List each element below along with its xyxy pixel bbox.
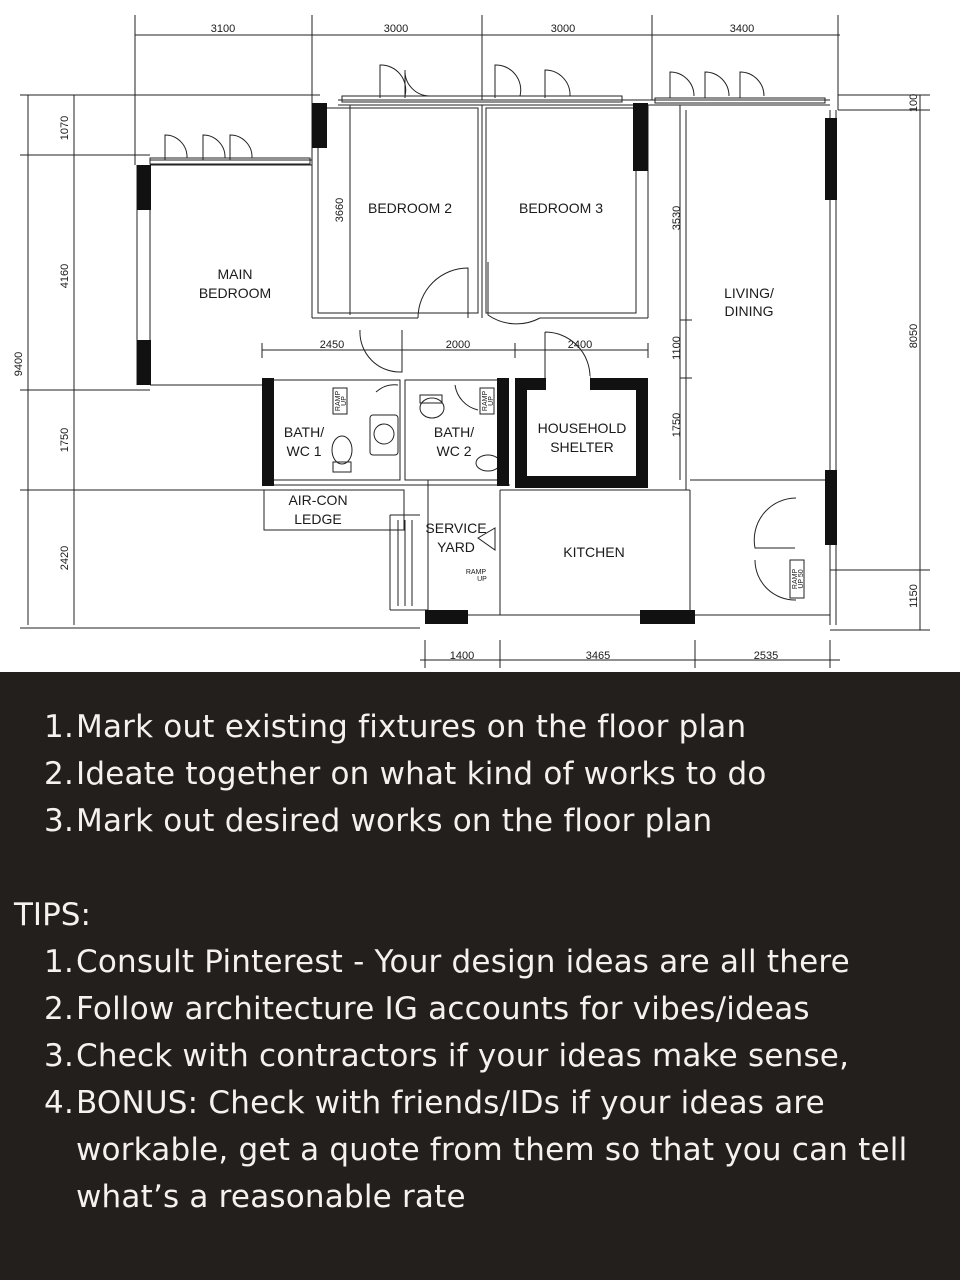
tip-text: Consult Pinterest - Your design ideas are all there [76,944,850,980]
room-bedroom-2: BEDROOM 2 [367,200,453,216]
tip-number: 4. [44,1085,74,1121]
dim-top-4: 3400 [729,23,755,35]
tip-item [0,1080,960,1221]
dim-bottom-2: 3465 [585,650,611,662]
dim-right-2: 8050 [908,323,920,349]
tip-text: Check with contractors if your ideas make sense, [76,1038,850,1074]
step-number: 3. [44,803,74,839]
ramp-label-2: RAMP [482,390,489,412]
room-bath-wc1-line2: WC 1 [286,443,322,459]
room-air-con-ledge-line2: LEDGE [294,511,342,527]
step-item [0,751,767,798]
dim-right-3: 1150 [908,584,920,608]
dim-bottom-1: 1400 [449,650,475,662]
step-number: 1. [44,709,74,745]
dim-right-1: 100 [908,93,920,113]
ramp-label-2-up: UP [488,396,495,406]
room-main-bedroom-line1: MAIN [217,266,253,282]
tip-number: 3. [44,1038,74,1074]
step-text: Ideate together on what kind of works to do [76,756,767,792]
tip-item [0,939,960,986]
dim-inner-1: 2450 [319,339,345,351]
ramp-label-4: RAMP [792,568,799,590]
room-household-shelter-line2: SHELTER [550,439,614,455]
dim-inner-3: 2400 [567,339,593,351]
dim-left-4: 2420 [59,545,71,571]
tip-number: 2. [44,991,74,1027]
room-bedroom-3: BEDROOM 3 [518,200,604,216]
dim-left-total: 9400 [13,351,25,377]
tip-text: BONUS: Check with friends/IDs if your ideas are workable, get a quote from them so that you can tell what’s a reasonable rate [76,1085,908,1215]
dim-bottom-3: 2535 [753,650,779,662]
dim-left-3: 1750 [59,427,71,453]
dim-inner-5: 3530 [671,205,683,231]
room-kitchen: KITCHEN [563,544,625,560]
ramp-label-3-up: UP [477,576,487,583]
dim-top-1: 3100 [210,23,236,35]
room-air-con-ledge-line1: AIR-CON [288,492,348,508]
step-text: Mark out existing fixtures on the floor plan [76,709,747,745]
steps-list [0,704,767,845]
ramp-label-1-up: UP [341,396,348,406]
ramp-label-1: RAMP [335,390,342,412]
step-item [0,798,767,845]
room-bath-wc2-line2: WC 2 [436,443,472,459]
ramp-label-3: RAMP [465,569,487,576]
room-service-yard-line2: YARD [437,539,475,555]
room-household-shelter-line1: HOUSEHOLD [537,420,627,436]
dim-top-2: 3000 [383,23,409,35]
notes-panel [0,672,960,1280]
room-living-dining-line2: DINING [724,303,774,319]
step-number: 2. [44,756,74,792]
tip-text: Follow architecture IG accounts for vibes/ideas [76,991,810,1027]
tips-list [0,939,960,1221]
tip-item [0,1033,960,1080]
dim-inner-2: 2000 [445,339,471,351]
room-living-dining-line1: LIVING/ [724,285,774,301]
room-bath-wc2-line1: BATH/ [433,424,475,440]
room-bath-wc1-line1: BATH/ [283,424,325,440]
dim-left-2: 4160 [59,263,71,289]
tips-heading: TIPS: [14,897,91,933]
room-service-yard-line1: SERVICE [425,520,487,536]
dim-top-3: 3000 [550,23,576,35]
step-text: Mark out desired works on the floor plan [76,803,713,839]
step-item [0,704,767,751]
dim-left-1: 1070 [59,115,71,141]
dim-inner-4: 3660 [334,197,346,223]
tip-item [0,986,960,1033]
ramp-label-4-up: UP 50 [798,569,805,589]
dim-inner-7: 1750 [671,412,683,438]
tip-number: 1. [44,944,74,980]
dim-inner-6: 1100 [671,336,683,360]
room-main-bedroom-line2: BEDROOM [198,285,272,301]
